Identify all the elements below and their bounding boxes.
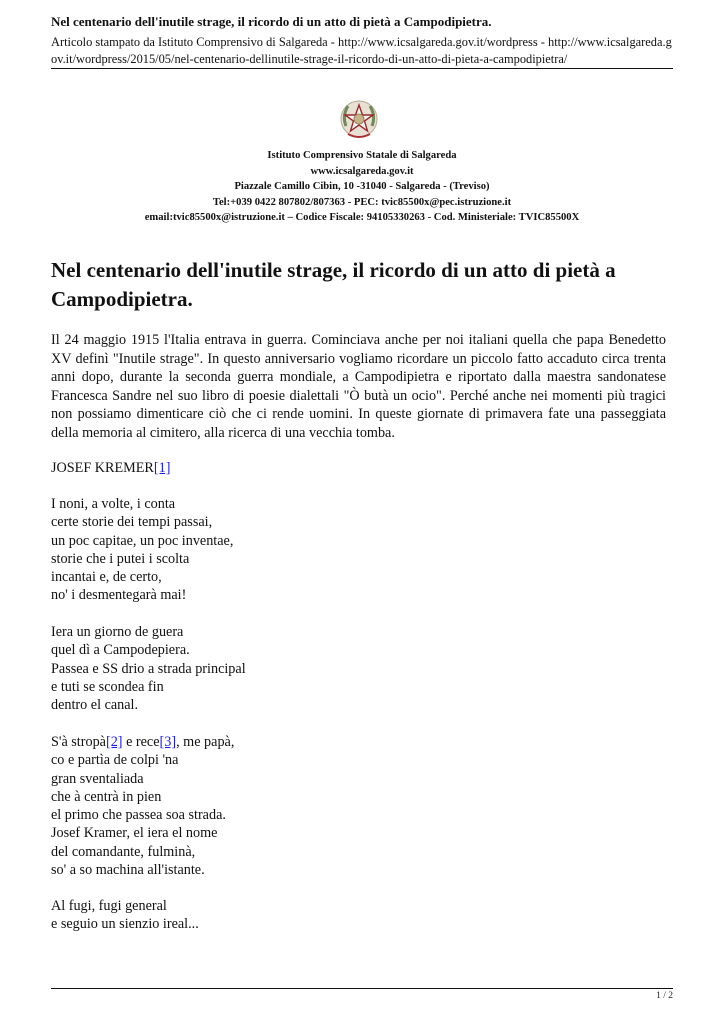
poem-line: e tuti se scondea fin (51, 678, 164, 695)
footnote-link-1[interactable]: [1] (153, 460, 171, 476)
poem-line: che à centrà in pien (51, 788, 162, 805)
poem-title (51, 459, 451, 477)
poem-line: un poc capitae, un poc inventae, (51, 532, 234, 549)
poem-line: el primo che passea soa strada. (51, 807, 226, 824)
poem-line: Al fugi, fugi general (51, 898, 167, 914)
print-header-source-line-1: Articolo stampato da Istituto Comprensivo di Salgareda - http://www.icsalgareda.gov.it/wordpress - http://www.icsalgareda.g (51, 35, 672, 49)
poem-line: del comandante, fulminà, (51, 843, 196, 860)
poem-line-text: , me papà, (176, 734, 235, 750)
poem-title-text: JOSEF KREMER (51, 460, 154, 476)
footnote-link-2[interactable]: [2] (105, 734, 123, 750)
header-divider (51, 68, 673, 69)
poem-line: Passea e SS drio a strada principal (51, 660, 246, 677)
footer-divider (51, 988, 673, 989)
article-intro: Il 24 maggio 1915 l'Italia entrava in guerra. Cominciava anche per noi italiani quella che papa Benedetto XV definì "Inutile strage". In questo anniversario vogliamo ricordare un piccolo fatto accaduto circa trenta anni dopo, durante la seconda guerra mondiale, a Campodipietra e riportato dalla maestra sandonatese Francesca Sandre nel suo libro di poesie dialettali "Ò butà un ocio". Perché anche nei momenti più tragici non possiamo dimenticare ciò che ci rende uomini. In queste giornate di primavera fate una passeggiata della memoria al cimitero, alla ricerca di una vecchia tomba. (51, 332, 666, 441)
poem-line: e seguio un sienzio ireal... (51, 916, 199, 933)
article-title: Nel centenario dell'inutile strage, il ricordo di un atto di pietà a Campodipietra. (51, 258, 616, 311)
institution-address: Piazzale Camillo Cibin, 10 -31040 - Salgareda - (Treviso) (234, 181, 490, 193)
poem-line: I noni, a volte, i conta (51, 496, 176, 512)
republic-emblem-icon (338, 96, 380, 142)
print-header-title: Nel centenario dell'inutile strage, il ricordo di un atto di pietà a Campodipietra. (51, 14, 492, 29)
poem-line (51, 733, 451, 751)
institution-website: www.icsalgareda.gov.it (310, 165, 414, 177)
print-header-source-line-2: ov.it/wordpress/2015/05/nel-centenario-dellinutile-strage-il-ricordo-di-un-atto-di-pieta-a-campodipietra/ (51, 51, 568, 66)
poem-stanza-2 (51, 623, 451, 714)
poem-line: gran sventaliada (51, 770, 144, 787)
poem-line: storie che i putei i scolta (51, 550, 190, 567)
poem-stanza-1 (51, 495, 451, 605)
poem-line: quel dì a Campodepiera. (51, 642, 190, 659)
institution-name: Istituto Comprensivo Statale di Salgareda (267, 150, 457, 161)
poem-line: Josef Kramer, el iera el nome (51, 825, 218, 842)
institution-codes: email:tvic85500x@istruzione.it – Codice Fiscale: 94105330263 - Cod. Ministeriale: TVIC85500X (144, 212, 580, 224)
poem-line: incantai e, de certo, (51, 569, 162, 586)
poem-line: co e partìa de colpi 'na (51, 752, 179, 769)
page-number: 1 / 2 (656, 991, 673, 1001)
poem-stanza-3 (51, 733, 451, 879)
poem-line: no' i desmentegarà mai! (51, 587, 187, 604)
poem-line: certe storie dei tempi passai, (51, 514, 213, 531)
institution-contacts: Tel:+039 0422 807802/807363 - PEC: tvic85500x@pec.istruzione.it (212, 196, 512, 208)
institution-info (51, 148, 673, 226)
footnote-link-3[interactable]: [3] (159, 734, 177, 750)
poem-line: so' a so machina all'istante. (51, 862, 205, 879)
poem-stanza-4 (51, 897, 451, 934)
poem-line: Iera un giorno de guera (51, 624, 184, 640)
print-header-source (51, 34, 675, 67)
poem-line-text: e rece (122, 734, 160, 750)
poem-line-text: S'à stropà (51, 734, 106, 750)
poem-line: dentro el canal. (51, 697, 139, 714)
